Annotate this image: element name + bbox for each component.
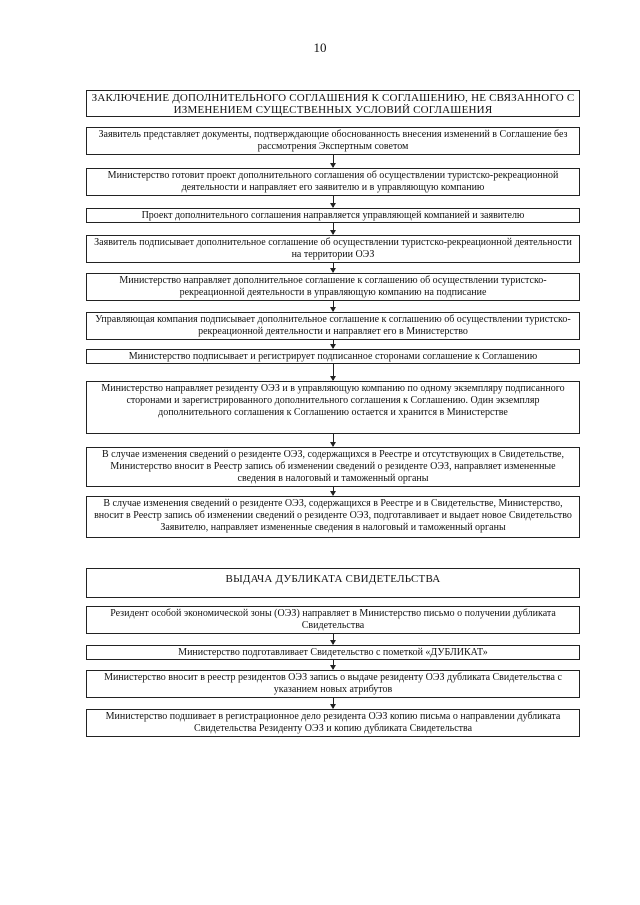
flow-arrow-4 [333, 263, 334, 272]
duplicate-step-1: Резидент особой экономической зоны (ОЭЗ) направляет в Министерство письмо о получении дубликата Свидетельства [86, 606, 580, 634]
flow-step-4: Заявитель подписывает дополнительное соглашение об осуществлении туристско-рекреационной деятельности на территории ОЭЗ [86, 235, 580, 263]
flow-step-9: В случае изменения сведений о резиденте ОЭЗ, содержащихся в Реестре и отсутствующих в Свидетельстве, Министерство вносит в Реестр запись об изменении сведений о резиденте ОЭЗ, направляет измененные сведения в налоговый и таможенный органы [86, 447, 580, 487]
flow-arrow-1 [333, 155, 334, 167]
flow-arrow-5 [333, 301, 334, 311]
flow-arrow-3 [333, 223, 334, 234]
flow-step-3: Проект дополнительного соглашения направляется управляющей компанией и заявителю [86, 208, 580, 223]
flow-arrow-7 [333, 364, 334, 380]
page-number: 10 [313, 40, 327, 55]
duplicate-step-2: Министерство подготавливает Свидетельство с пометкой «ДУБЛИКАТ» [86, 645, 580, 660]
flow-step-6: Управляющая компания подписывает дополнительное соглашение к соглашению об осуществлении туристско-рекреационной деятельности и направляет его в Министерство [86, 312, 580, 340]
flow-arrow-8 [333, 434, 334, 446]
flow-arrow-6 [333, 340, 334, 348]
duplicate-arrow-2 [333, 660, 334, 669]
section2-title: ВЫДАЧА ДУБЛИКАТА СВИДЕТЕЛЬСТВА [86, 568, 580, 598]
duplicate-arrow-3 [333, 698, 334, 708]
duplicate-step-3: Министерство вносит в реестр резидентов ОЭЗ запись о выдаче резиденту ОЭЗ дубликата Свидетельства с указанием новых атрибутов [86, 670, 580, 698]
flow-step-10: В случае изменения сведений о резиденте ОЭЗ, содержащихся в Реестре и в Свидетельстве, Министерство, вносит в Реестр запись об изменении сведений о резиденте ОЭЗ, подготавливает и выдает новое Свидетельство Заявителю, направляет измененные сведения в налоговый и таможенный органы [86, 496, 580, 538]
flow-arrow-9 [333, 487, 334, 495]
flow-step-8: Министерство направляет резиденту ОЭЗ и в управляющую компанию по одному экземпляру подписанного сторонами и зарегистрированного дополнительного соглашения к Соглашению. Один экземпляр дополнительного соглашения к Соглашению остается и хранится в Министерстве [86, 381, 580, 434]
duplicate-step-4: Министерство подшивает в регистрационное дело резидента ОЭЗ копию письма о направлении дубликата Свидетельства Резиденту ОЭЗ и копию дубликата Свидетельства [86, 709, 580, 737]
flow-step-7: Министерство подписывает и регистрирует подписанное сторонами соглашение к Соглашению [86, 349, 580, 364]
duplicate-arrow-1 [333, 634, 334, 644]
section1-title: ЗАКЛЮЧЕНИЕ ДОПОЛНИТЕЛЬНОГО СОГЛАШЕНИЯ К СОГЛАШЕНИЮ, НЕ СВЯЗАННОГО С ИЗМЕНЕНИЕМ СУЩЕСТВЕННЫХ УСЛОВИЙ СОГЛАШЕНИЯ [86, 90, 580, 117]
flow-step-1: Заявитель представляет документы, подтверждающие обоснованность внесения изменений в Соглашение без рассмотрения Экспертным советом [86, 127, 580, 155]
flow-arrow-2 [333, 196, 334, 207]
flow-step-2: Министерство готовит проект дополнительного соглашения об осуществлении туристско-рекреационной деятельности и направляет его заявителю и в управляющую компанию [86, 168, 580, 196]
flow-step-5: Министерство направляет дополнительное соглашение к соглашению об осуществлении туристско-рекреационной деятельности в управляющую компанию на подписание [86, 273, 580, 301]
